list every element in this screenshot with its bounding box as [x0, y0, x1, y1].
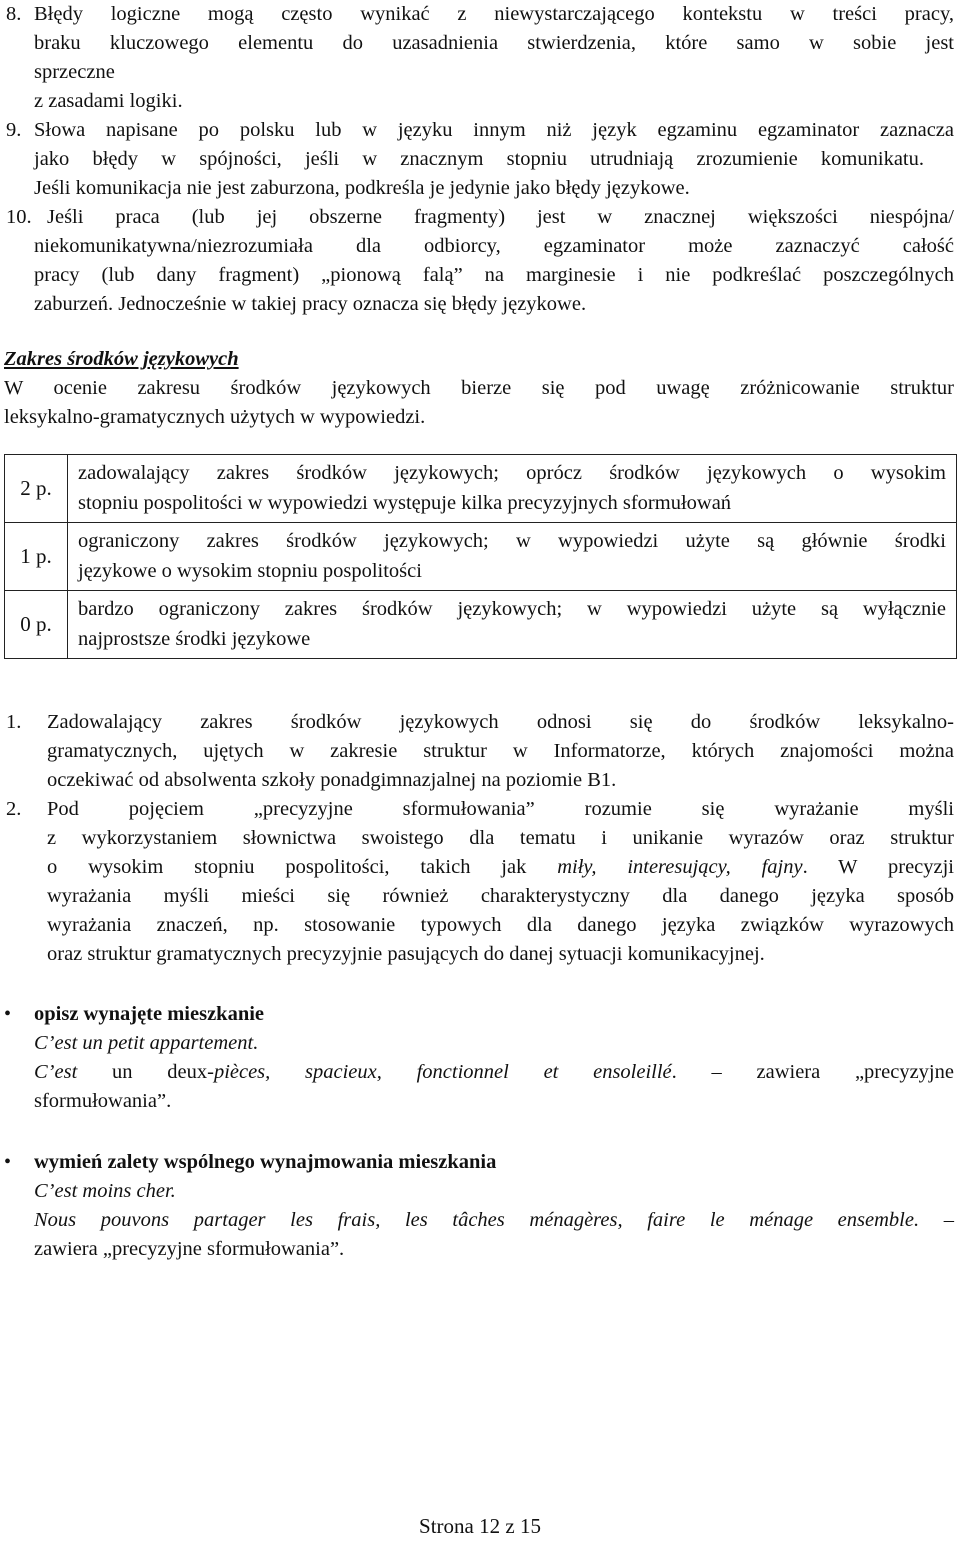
section-heading: Zakres środków językowych	[4, 348, 239, 370]
item-10-line-3: pracy (lub dany fragment) „pionową falą” na marginesie i nie podkreślać poszczególnych	[34, 264, 954, 286]
example-2-line-1: C’est moins cher.	[34, 1180, 176, 1202]
example-1-cest: C’est	[34, 1061, 78, 1083]
section-intro-line-1: W ocenie zakresu środków językowych bierze się pod uwagę zróżnicowanie struktur	[4, 377, 954, 399]
note-1-line-3: oczekiwać od absolwenta szkoły ponadgimnazjalnej na poziomie B1.	[47, 769, 617, 791]
note-2-line-5: wyrażania znaczeń, np. stosowanie typowych dla danego języka związków wyrazowych	[47, 914, 954, 936]
description-line: stopniu pospolitości w wypowiedzi występuje kilka precyzyjnych sformułowań	[78, 492, 732, 514]
example-1-title: opisz wynajęte mieszkanie	[34, 1003, 265, 1025]
note-1-line-1: Zadowalający zakres środków językowych odnosi się do środków leksykalno-	[47, 711, 954, 733]
description-line: zadowalający zakres środków językowych; oprócz środków językowych o wysokim	[78, 462, 946, 484]
example-1-adjectives: pièces, spacieux, fonctionnel et ensoleillé	[213, 1061, 672, 1083]
item-8-number: 8.	[6, 3, 22, 25]
note-2-line-3	[47, 853, 954, 882]
bullet-icon: •	[4, 1151, 12, 1173]
points-cell: 1 p.	[5, 523, 68, 591]
item-9-line-2: jako błędy w spójności, jeśli w znacznym stopniu utrudniają zrozumienie komunikatu.	[34, 148, 924, 170]
description-line: bardzo ograniczony zakres środków językowych; w wypowiedzi użyte są wyłącznie	[78, 598, 946, 620]
item-9-number: 9.	[6, 119, 22, 141]
table-row	[5, 591, 957, 659]
note-2-line-6: oraz struktur gramatycznych precyzyjnie pasujących do danej sytuacji komunikacyjnej.	[47, 943, 765, 965]
scoring-table	[4, 454, 957, 659]
example-2-dash: –	[919, 1209, 954, 1231]
section-intro-line-2: leksykalno-gramatycznych użytych w wypowiedzi.	[4, 406, 426, 428]
example-2-sentence: Nous pouvons partager les frais, les tâches ménagères, faire le ménage ensemble.	[34, 1209, 920, 1231]
page-footer: Strona 12 z 15	[419, 1514, 541, 1538]
item-8-line-2: braku kluczowego elementu do uzasadnienia stwierdzenia, które samo w sobie jest	[34, 32, 954, 54]
item-10-line-1: Jeśli praca (lub jej obszerne fragmenty) jest w znacznej większości niespójna/	[47, 206, 954, 228]
note-2-examples: miły, interesujący, fajny	[557, 856, 803, 878]
example-1-line-2	[34, 1058, 954, 1087]
example-2-line-3: zawiera „precyzyjne sformułowania”.	[34, 1238, 345, 1260]
note-2-line-4: wyrażania myśli mieści się również charakterystyczny dla danego języka sposób	[47, 885, 954, 907]
description-line: językowe o wysokim stopniu pospolitości	[78, 560, 422, 582]
item-10-line-2: niekomunikatywna/niezrozumiała dla odbiorcy, egzaminator może zaznaczyć całość	[34, 235, 954, 257]
example-2-line-2	[34, 1206, 954, 1235]
description-cell	[68, 523, 957, 591]
description-cell	[68, 455, 957, 523]
example-1-line-3: sformułowania”.	[34, 1090, 172, 1112]
description-line: ograniczony zakres środków językowych; w wypowiedzi użyte są głównie środki	[78, 530, 946, 552]
description-line: najprostsze środki językowe	[78, 628, 311, 650]
example-1-comment: . – zawiera „precyzyjne	[671, 1061, 954, 1083]
item-8-line-4: z zasadami logiki.	[34, 90, 183, 112]
bullet-icon: •	[4, 1003, 12, 1025]
item-8-line-1: Błędy logiczne mogą często wynikać z niewystarczającego kontekstu w treści pracy,	[34, 3, 954, 25]
note-1-number: 1.	[6, 711, 22, 733]
table-row	[5, 523, 957, 591]
note-2-line-3-end: . W precyzji	[802, 856, 955, 878]
table-row	[5, 455, 957, 523]
note-2-line-1: Pod pojęciem „precyzyjne sformułowania” rozumie się wyrażanie myśli	[47, 798, 954, 820]
note-2-line-2: z wykorzystaniem słownictwa swoistego dla tematu i unikanie wyrazów oraz struktur	[47, 827, 954, 849]
item-10-number: 10.	[6, 206, 32, 228]
example-1-deux: un deux-	[77, 1061, 214, 1083]
example-1-line-1: C’est un petit appartement.	[34, 1032, 259, 1054]
description-cell	[68, 591, 957, 659]
item-9-line-1: Słowa napisane po polsku lub w języku innym niż język egzaminu egzaminator zaznacza	[34, 119, 954, 141]
note-1-line-2: gramatycznych, ujętych w zakresie struktur w Informatorze, których znajomości można	[47, 740, 954, 762]
points-cell: 2 p.	[5, 455, 68, 523]
item-10-line-4: zaburzeń. Jednocześnie w takiej pracy oznacza się błędy językowe.	[34, 293, 587, 315]
note-2-line-3-text: o wysokim stopniu pospolitości, takich jak	[47, 856, 558, 878]
note-2-number: 2.	[6, 798, 22, 820]
item-8-line-3: sprzeczne	[34, 61, 115, 83]
example-2-title: wymień zalety wspólnego wynajmowania mieszkania	[34, 1151, 497, 1173]
item-9-line-3: Jeśli komunikacja nie jest zaburzona, podkreśla je jedynie jako błędy językowe.	[34, 177, 690, 199]
points-cell: 0 p.	[5, 591, 68, 659]
